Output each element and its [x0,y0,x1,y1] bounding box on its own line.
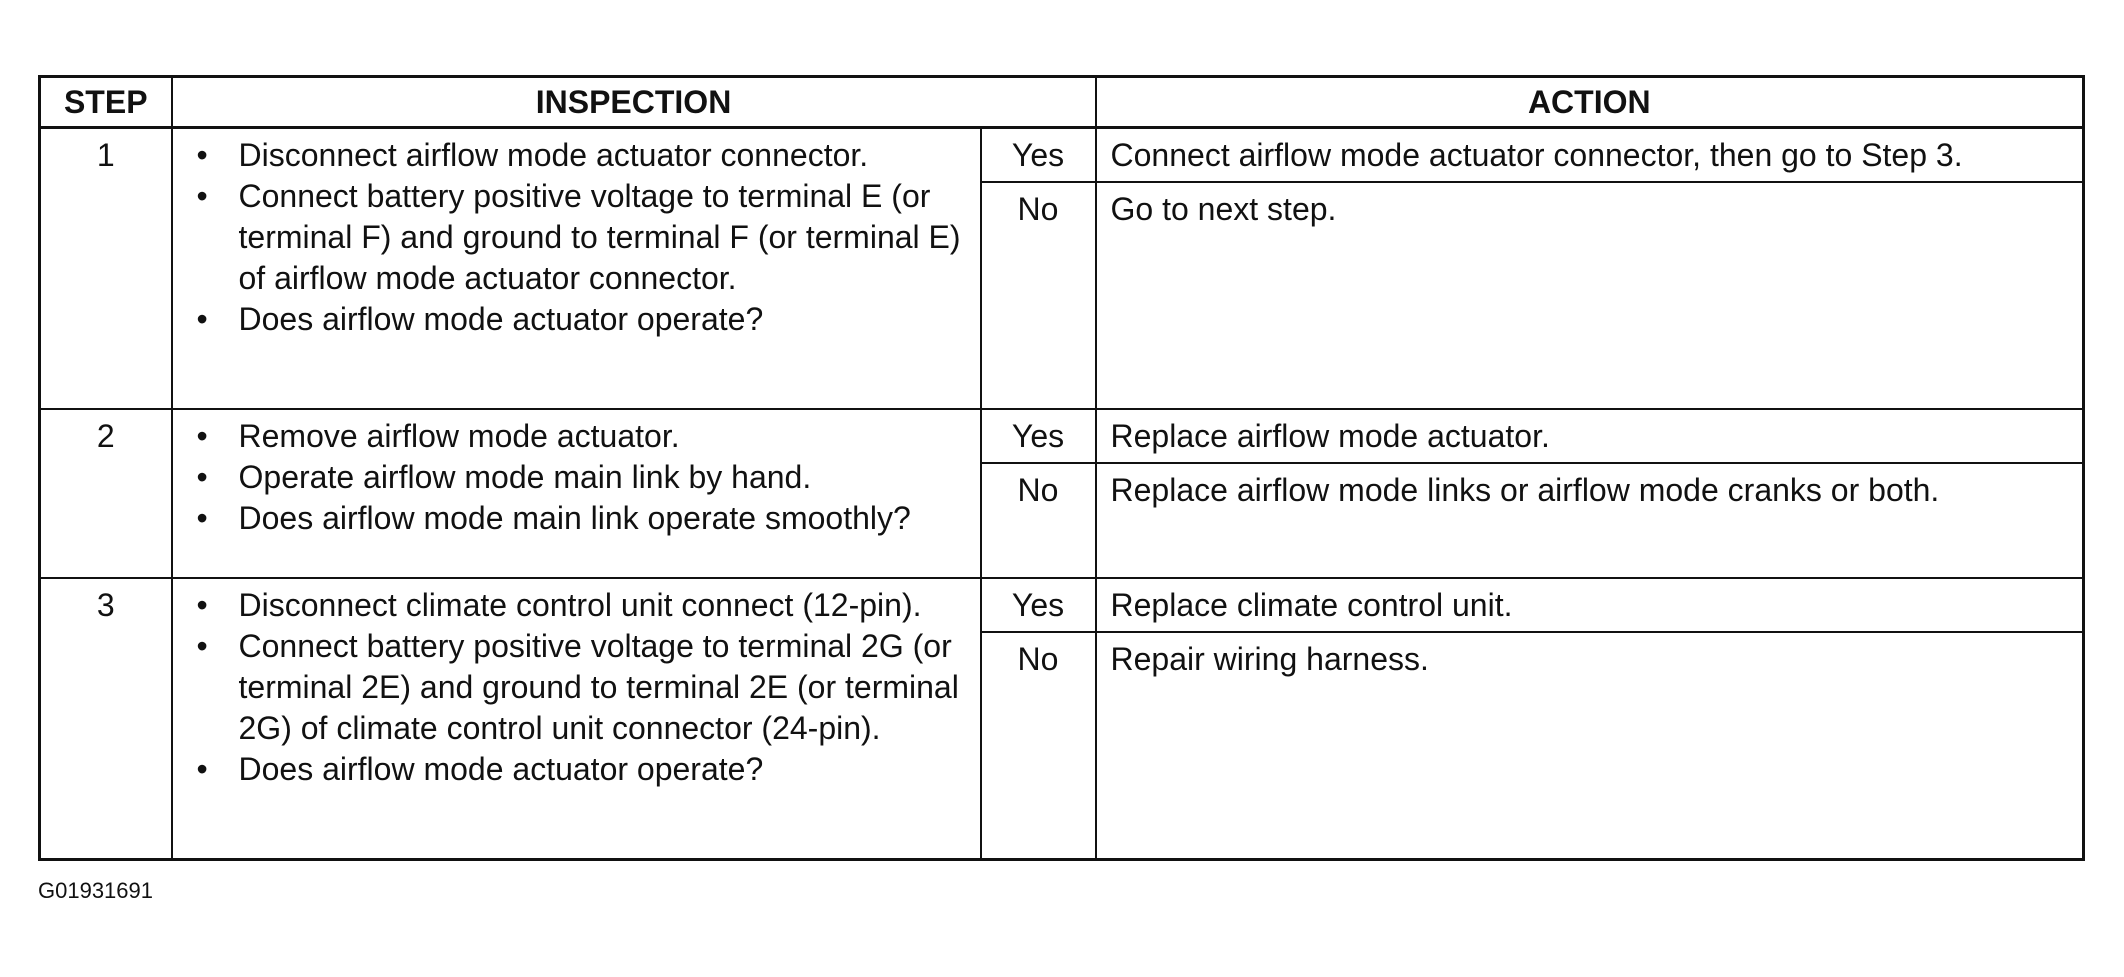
step-number: 3 [40,578,172,860]
table-row [40,578,2084,632]
header-row [40,77,2084,128]
table-row [40,409,2084,463]
inspection-item: • Operate airflow mode main link by hand. [197,457,970,498]
diagnostic-table [38,75,2085,861]
inspection-list [197,585,970,790]
no-label: No [981,182,1096,409]
yes-action: Replace airflow mode actuator. [1096,409,2084,463]
no-label: No [981,632,1096,860]
inspection-item: • Connect battery positive voltage to terminal E (or terminal F) and ground to terminal F (or terminal E) of airflow mode actuator connector. [197,176,970,299]
inspection-list [197,416,970,539]
figure-id: G01931691 [38,878,153,903]
inspection-cell [172,409,981,577]
inspection-item: • Does airflow mode main link operate smoothly? [197,498,970,539]
header-inspection: INSPECTION [172,77,1096,128]
header-action: ACTION [1096,77,2084,128]
inspection-item: • Remove airflow mode actuator. [197,416,970,457]
inspection-cell [172,578,981,860]
table-row [40,128,2084,183]
inspection-list [197,135,970,340]
inspection-item: • Does airflow mode actuator operate? [197,749,970,790]
yes-action: Replace climate control unit. [1096,578,2084,632]
step-number: 2 [40,409,172,577]
inspection-item: • Disconnect climate control unit connect (12-pin). [197,585,970,626]
no-action: Go to next step. [1096,182,2084,409]
no-label: No [981,463,1096,577]
inspection-item: • Connect battery positive voltage to terminal 2G (or terminal 2E) and ground to terminal 2E (or terminal 2G) of climate control unit connector (24-pin). [197,626,970,749]
yes-label: Yes [981,578,1096,632]
step-number: 1 [40,128,172,410]
inspection-item: • Disconnect airflow mode actuator connector. [197,135,970,176]
yes-label: Yes [981,128,1096,183]
inspection-item: • Does airflow mode actuator operate? [197,299,970,340]
header-step: STEP [40,77,172,128]
inspection-cell [172,128,981,410]
yes-label: Yes [981,409,1096,463]
yes-action: Connect airflow mode actuator connector, then go to Step 3. [1096,128,2084,183]
no-action: Repair wiring harness. [1096,632,2084,860]
no-action: Replace airflow mode links or airflow mode cranks or both. [1096,463,2084,577]
